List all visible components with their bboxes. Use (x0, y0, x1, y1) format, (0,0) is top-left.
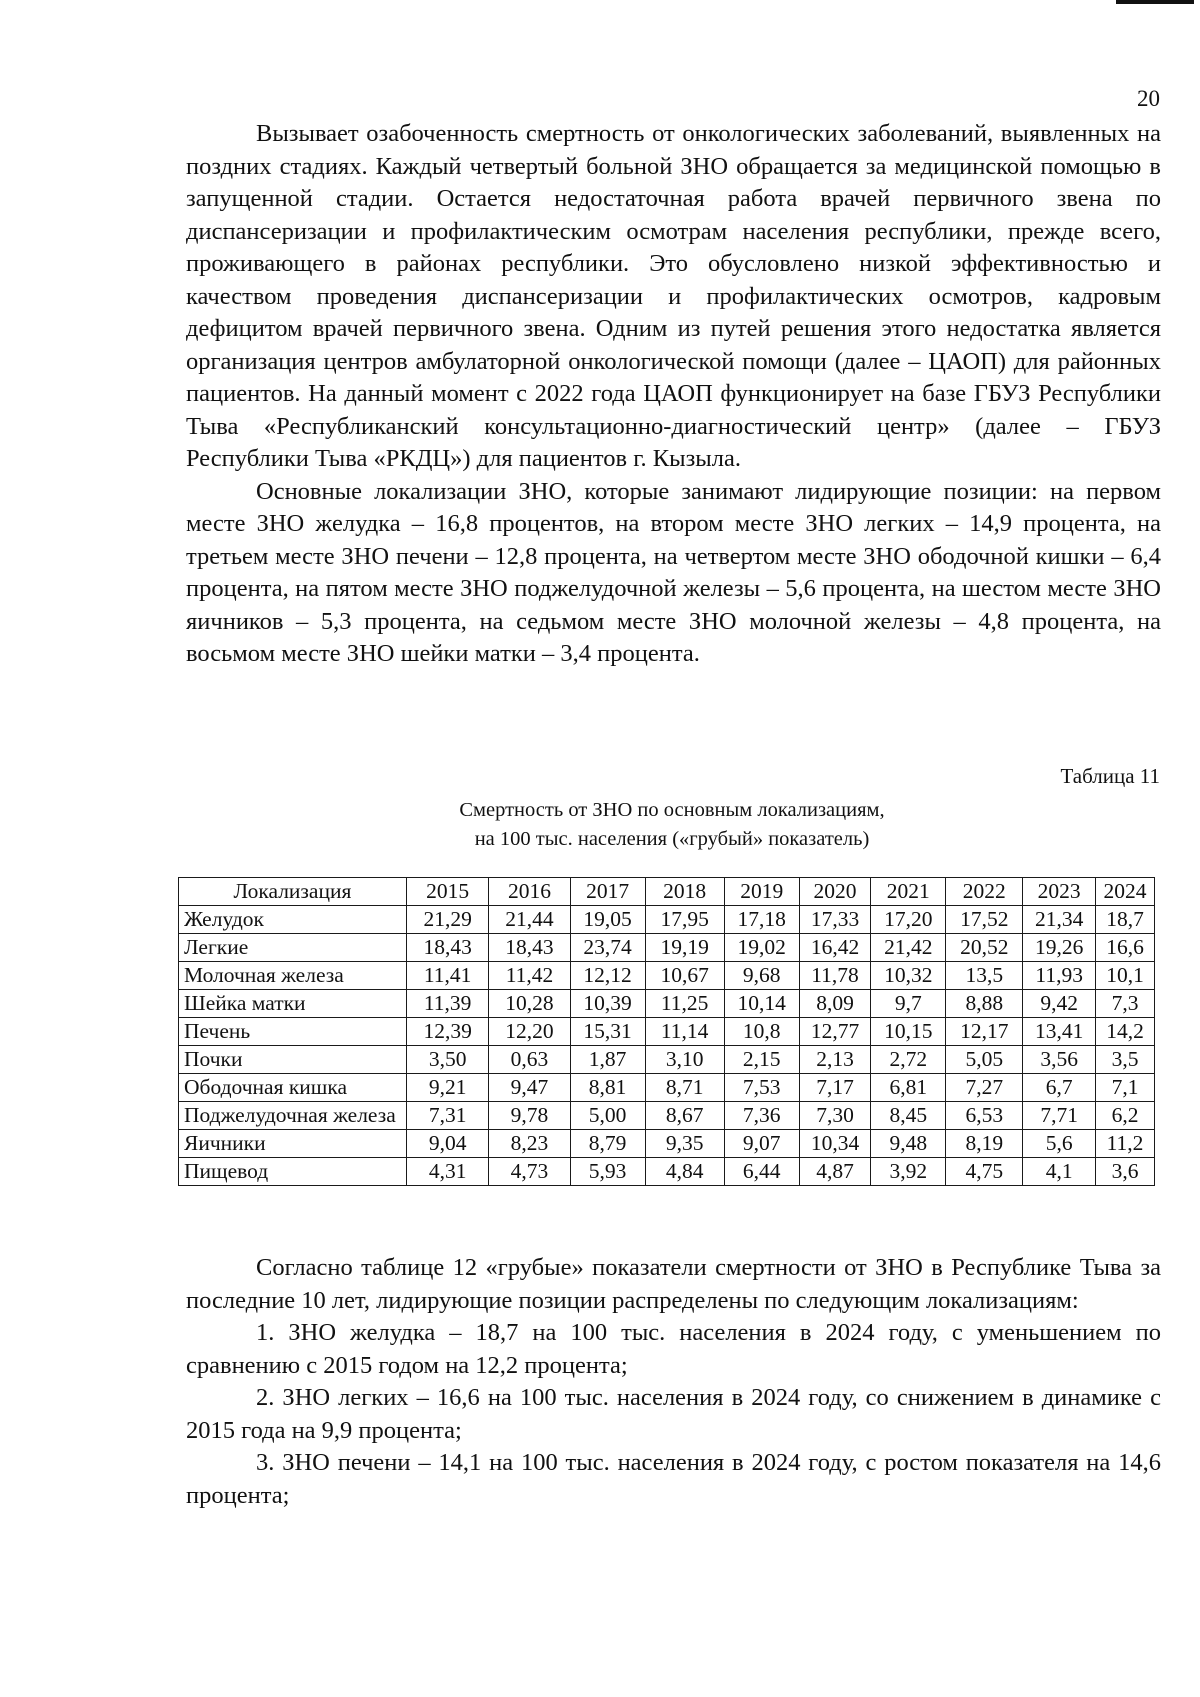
table-cell-value: 21,29 (406, 906, 488, 934)
table-cell-value: 9,7 (871, 990, 946, 1018)
table-header-year: 2024 (1096, 878, 1155, 906)
table-cell-value: 5,93 (570, 1158, 645, 1186)
table-body (179, 906, 1155, 1186)
table-cell-value: 8,67 (645, 1102, 724, 1130)
table-header-year: 2017 (570, 878, 645, 906)
table-cell-value: 18,43 (406, 934, 488, 962)
table-cell-value: 7,27 (946, 1074, 1023, 1102)
list-item-liver: 3. ЗНО печени – 14,1 на 100 тыс. населения в 2024 году, с ростом показателя на 14,6 процента; (186, 1449, 1161, 1509)
table-header-year: 2020 (799, 878, 871, 906)
table-cell-value: 18,43 (489, 934, 570, 962)
table-cell-value: 7,31 (406, 1102, 488, 1130)
table-cell-value: 10,39 (570, 990, 645, 1018)
table-cell-value: 9,04 (406, 1130, 488, 1158)
table-cell-value: 10,14 (724, 990, 799, 1018)
table-cell-localization: Печень (179, 1018, 407, 1046)
table-cell-value: 17,52 (946, 906, 1023, 934)
table-cell-localization: Молочная железа (179, 962, 407, 990)
table-header-year: 2023 (1023, 878, 1096, 906)
table-cell-value: 4,87 (799, 1158, 871, 1186)
paragraph-main-localizations: Основные локализации ЗНО, которые занимают лидирующие позиции: на первом месте ЗНО желудка – 16,8 процентов, на втором месте ЗНО легких – 14,9 процента, на третьем месте ЗНО печени – 12,8 процента, на четвертом месте ЗНО ободочной кишки – 6,4 процента, на пятом месте ЗНО поджелудочной железы – 5,6 процента, на шестом месте ЗНО яичников – 5,3 процента, на седьмом месте ЗНО молочной железы – 4,8 процента, на восьмом месте ЗНО шейки матки – 3,4 процента. (186, 477, 1161, 667)
table-cell-value: 19,02 (724, 934, 799, 962)
table-cell-value: 21,34 (1023, 906, 1096, 934)
intro-text (186, 118, 1161, 671)
scan-edge-mark (1116, 0, 1194, 4)
paragraph-table-summary: Согласно таблице 12 «грубые» показатели смертности от ЗНО в Республике Тыва за последние 10 лет, лидирующие позиции распределены по следующим локализациям: (186, 1254, 1161, 1314)
table-cell-localization: Легкие (179, 934, 407, 962)
table-cell-value: 11,93 (1023, 962, 1096, 990)
table-cell-value: 9,42 (1023, 990, 1096, 1018)
table-cell-value: 9,78 (489, 1102, 570, 1130)
table-cell-localization: Яичники (179, 1130, 407, 1158)
table-cell-value: 6,81 (871, 1074, 946, 1102)
table-row (179, 1018, 1155, 1046)
table-cell-value: 3,5 (1096, 1046, 1155, 1074)
table-row (179, 1130, 1155, 1158)
table-cell-value: 10,32 (871, 962, 946, 990)
table-header-year: 2018 (645, 878, 724, 906)
table-cell-value: 7,3 (1096, 990, 1155, 1018)
list-item-lungs: 2. ЗНО легких – 16,6 на 100 тыс. населения в 2024 году, со снижением в динамике с 2015 года на 9,9 процента; (186, 1384, 1161, 1444)
table-cell-value: 17,18 (724, 906, 799, 934)
table-header-localization: Локализация (179, 878, 407, 906)
table-cell-value: 16,6 (1096, 934, 1155, 962)
table-header-year: 2022 (946, 878, 1023, 906)
table-cell-localization: Шейка матки (179, 990, 407, 1018)
table-header-year: 2016 (489, 878, 570, 906)
paragraph-oncology-mortality: Вызывает озабоченность смертность от онкологических заболеваний, выявленных на поздних стадиях. Каждый четвертый больной ЗНО обращается за медицинской помощью в запущенной стадии. Остается недостаточная работа врачей первичного звена по диспансеризации и профилактическим осмотрам населения республики, прежде всего, проживающего в районах республики. Это обусловлено низкой эффективностью и качеством проведения диспансеризации и профилактических осмотров, кадровым дефицитом врачей первичного звена. Одним из путей решения этого недостатка является организация центров амбулаторной онкологической помощи (далее – ЦАОП) для районных пациентов. На данный момент с 2022 года ЦАОП функционирует на базе ГБУЗ Республики Тыва «Республиканский консультационно-диагностический центр» (далее – ГБУЗ Республики Тыва «РКДЦ») для пациентов г. Кызыла. (186, 120, 1161, 472)
table-cell-value: 6,44 (724, 1158, 799, 1186)
table-cell-value: 21,42 (871, 934, 946, 962)
table-cell-value: 8,09 (799, 990, 871, 1018)
table-cell-value: 7,71 (1023, 1102, 1096, 1130)
table-cell-value: 19,19 (645, 934, 724, 962)
table-cell-value: 10,67 (645, 962, 724, 990)
table-cell-value: 3,56 (1023, 1046, 1096, 1074)
table-cell-value: 4,84 (645, 1158, 724, 1186)
table-cell-value: 11,2 (1096, 1130, 1155, 1158)
table-cell-value: 4,1 (1023, 1158, 1096, 1186)
table-cell-value: 12,77 (799, 1018, 871, 1046)
table-cell-value: 10,34 (799, 1130, 871, 1158)
mortality-table (178, 877, 1155, 1186)
table-cell-value: 18,7 (1096, 906, 1155, 934)
table-cell-value: 10,1 (1096, 962, 1155, 990)
table-title-line-2: на 100 тыс. населения («грубый» показатель) (474, 828, 870, 850)
table-cell-value: 14,2 (1096, 1018, 1155, 1046)
table-cell-value: 7,36 (724, 1102, 799, 1130)
table-cell-value: 8,71 (645, 1074, 724, 1102)
table-cell-value: 2,72 (871, 1046, 946, 1074)
table-cell-value: 6,7 (1023, 1074, 1096, 1102)
table-cell-value: 12,20 (489, 1018, 570, 1046)
table-cell-value: 4,73 (489, 1158, 570, 1186)
table-row (179, 934, 1155, 962)
table-cell-value: 8,23 (489, 1130, 570, 1158)
table-cell-value: 9,35 (645, 1130, 724, 1158)
table-cell-value: 7,17 (799, 1074, 871, 1102)
table-cell-value: 12,12 (570, 962, 645, 990)
table-cell-value: 7,30 (799, 1102, 871, 1130)
table-row (179, 906, 1155, 934)
table-cell-value: 6,53 (946, 1102, 1023, 1130)
table-cell-value: 8,19 (946, 1130, 1023, 1158)
table-row (179, 1074, 1155, 1102)
table-cell-value: 13,5 (946, 962, 1023, 990)
table-cell-value: 19,26 (1023, 934, 1096, 962)
table-cell-value: 9,68 (724, 962, 799, 990)
table-cell-value: 3,6 (1096, 1158, 1155, 1186)
table-cell-value: 9,07 (724, 1130, 799, 1158)
table-cell-value: 11,14 (645, 1018, 724, 1046)
table-cell-value: 11,25 (645, 990, 724, 1018)
table-cell-value: 8,88 (946, 990, 1023, 1018)
table-cell-value: 10,8 (724, 1018, 799, 1046)
table-cell-value: 20,52 (946, 934, 1023, 962)
table-cell-value: 12,17 (946, 1018, 1023, 1046)
table-cell-value: 13,41 (1023, 1018, 1096, 1046)
table-cell-localization: Почки (179, 1046, 407, 1074)
table-cell-value: 15,31 (570, 1018, 645, 1046)
list-item-stomach: 1. ЗНО желудка – 18,7 на 100 тыс. населения в 2024 году, с уменьшением по сравнению с 2015 годом на 12,2 процента; (186, 1319, 1161, 1379)
table-cell-value: 4,75 (946, 1158, 1023, 1186)
table-header-year: 2019 (724, 878, 799, 906)
table-cell-value: 5,00 (570, 1102, 645, 1130)
table-cell-value: 17,33 (799, 906, 871, 934)
table-cell-value: 5,05 (946, 1046, 1023, 1074)
table-cell-value: 9,21 (406, 1074, 488, 1102)
table-cell-value: 0,63 (489, 1046, 570, 1074)
table-cell-value: 1,87 (570, 1046, 645, 1074)
table-cell-value: 21,44 (489, 906, 570, 934)
table-cell-value: 3,92 (871, 1158, 946, 1186)
table-cell-value: 8,79 (570, 1130, 645, 1158)
table-cell-value: 19,05 (570, 906, 645, 934)
table-row (179, 1046, 1155, 1074)
table-row (179, 962, 1155, 990)
table-cell-value: 17,95 (645, 906, 724, 934)
table-cell-value: 23,74 (570, 934, 645, 962)
table-title (372, 796, 972, 854)
table-cell-localization: Желудок (179, 906, 407, 934)
table-row (179, 990, 1155, 1018)
table-cell-value: 8,81 (570, 1074, 645, 1102)
table-cell-value: 2,13 (799, 1046, 871, 1074)
table-row (179, 1158, 1155, 1186)
table-cell-value: 12,39 (406, 1018, 488, 1046)
table-cell-value: 2,15 (724, 1046, 799, 1074)
table-caption: Таблица 11 (1060, 764, 1160, 788)
outro-text (186, 1252, 1161, 1512)
table-cell-value: 7,53 (724, 1074, 799, 1102)
table-header-row (179, 878, 1155, 906)
table-cell-value: 4,31 (406, 1158, 488, 1186)
table-cell-localization: Ободочная кишка (179, 1074, 407, 1102)
table-cell-value: 3,50 (406, 1046, 488, 1074)
table-cell-value: 11,78 (799, 962, 871, 990)
table-row (179, 1102, 1155, 1130)
table-cell-value: 9,47 (489, 1074, 570, 1102)
table-cell-value: 7,1 (1096, 1074, 1155, 1102)
table-cell-value: 10,28 (489, 990, 570, 1018)
table-cell-localization: Пищевод (179, 1158, 407, 1186)
table-cell-value: 5,6 (1023, 1130, 1096, 1158)
table-header-year: 2015 (406, 878, 488, 906)
table-cell-value: 11,42 (489, 962, 570, 990)
table-cell-value: 9,48 (871, 1130, 946, 1158)
table-cell-value: 16,42 (799, 934, 871, 962)
table-cell-value: 17,20 (871, 906, 946, 934)
table-title-line-1: Смертность от ЗНО по основным локализациям, (459, 799, 885, 821)
page-number: 20 (1137, 86, 1160, 111)
table-cell-value: 10,15 (871, 1018, 946, 1046)
table-cell-value: 6,2 (1096, 1102, 1155, 1130)
table-cell-value: 11,39 (406, 990, 488, 1018)
table-cell-value: 8,45 (871, 1102, 946, 1130)
table-cell-value: 3,10 (645, 1046, 724, 1074)
table-cell-localization: Поджелудочная железа (179, 1102, 407, 1130)
table-header-year: 2021 (871, 878, 946, 906)
table-cell-value: 11,41 (406, 962, 488, 990)
